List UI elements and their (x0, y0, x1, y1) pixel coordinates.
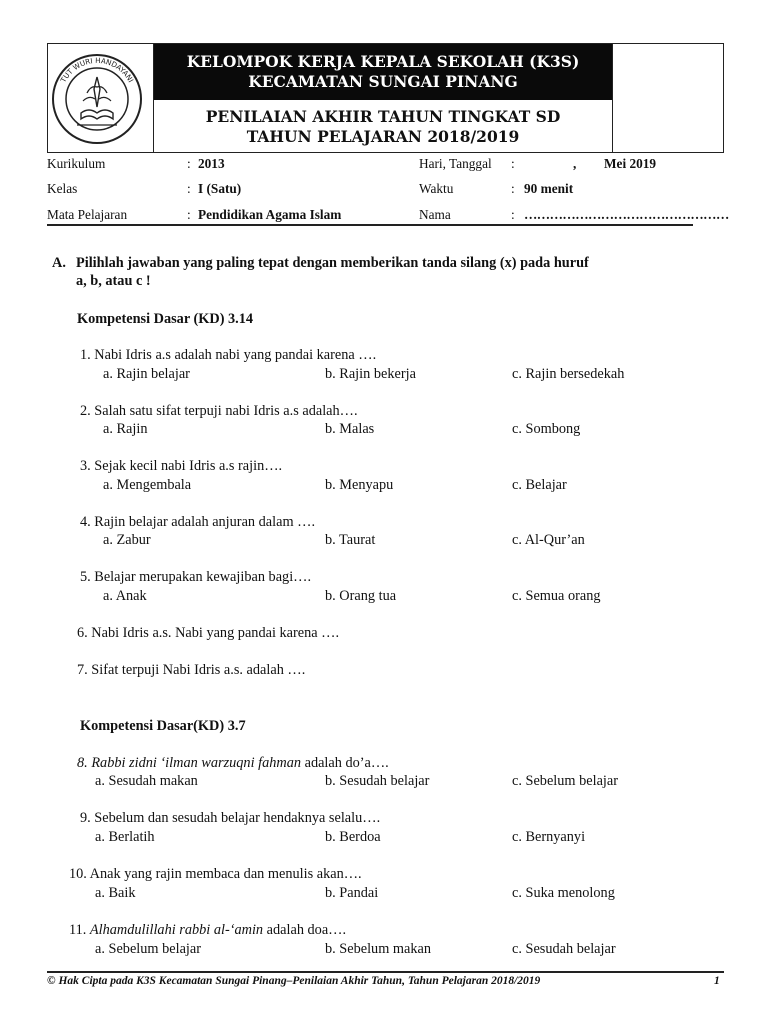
tut-wuri-handayani-logo (47, 43, 151, 151)
kelas-value: I (Satu) (198, 181, 242, 196)
option-a[interactable]: a. Mengembala (103, 477, 192, 493)
org-line-1: KELOMPOK KERJA KEPALA SEKOLAH (K3S) (186, 52, 580, 71)
mapel-value: Pendidikan Agama Islam (198, 207, 342, 222)
question-number: 11. (69, 922, 87, 938)
question-1: 1. Nabi Idris a.s adalah nabi yang pandai karena …. (80, 347, 377, 363)
question-7: 7. Sifat terpuji Nabi Idris a.s. adalah …. (77, 662, 306, 678)
mapel-label: Mata Pelajaran (47, 207, 128, 222)
option-a[interactable]: a. Sebelum belajar (95, 941, 201, 957)
option-a[interactable]: a. Sesudah makan (95, 773, 198, 789)
instruction-line-2: a, b, atau c ! (76, 273, 151, 289)
option-c[interactable]: c. Belajar (512, 477, 567, 493)
copyright-text: © Hak Cipta pada K3S Kecamatan Sungai Pinang–Penilaian Akhir Tahun, Tahun Pelajaran 2018/2019 (47, 975, 541, 987)
option-a[interactable]: a. Anak (103, 588, 147, 604)
option-b[interactable]: b. Sesudah belajar (325, 773, 430, 789)
waktu-label: Waktu (419, 181, 454, 196)
nama-field[interactable]: ………………………………………… (524, 207, 729, 222)
option-b[interactable]: b. Rajin bekerja (325, 366, 416, 382)
option-a[interactable]: a. Rajin (103, 421, 148, 437)
colon: : (187, 207, 191, 222)
org-line-2: KECAMATAN SUNGAI PINANG (248, 72, 518, 91)
colon: : (187, 181, 191, 196)
hari-label: Hari, Tanggal (419, 156, 492, 171)
title-line-2: TAHUN PELAJARAN 2018/2019 (246, 127, 520, 146)
option-c[interactable]: c. Suka menolong (512, 885, 615, 901)
meta-divider (47, 224, 693, 226)
question-6: 6. Nabi Idris a.s. Nabi yang pandai karena …. (77, 625, 340, 641)
option-a[interactable]: a. Berlatih (95, 829, 155, 845)
question-2: 2. Salah satu sifat terpuji nabi Idris a.s adalah…. (80, 403, 358, 419)
option-c[interactable]: c. Rajin bersedekah (512, 366, 625, 382)
option-b[interactable]: b. Taurat (325, 532, 376, 548)
option-b[interactable]: b. Orang tua (325, 588, 397, 604)
option-c[interactable]: c. Al-Qur’an (512, 532, 585, 548)
option-c[interactable]: c. Semua orang (512, 588, 601, 604)
logo-cell (47, 43, 154, 153)
question-11 (69, 922, 346, 939)
option-a[interactable]: a. Baik (95, 885, 136, 901)
question-number: 8. (77, 755, 88, 771)
prayer-text: Alhamdulillahi rabbi al-‘amin (89, 922, 264, 938)
option-b[interactable]: b. Pandai (325, 885, 379, 901)
logo-ring-text: TUT WURI HANDAYANI (58, 55, 136, 85)
colon: : (187, 156, 191, 171)
page-number: 1 (714, 975, 720, 987)
option-c[interactable]: c. Bernyanyi (512, 829, 586, 845)
option-a[interactable]: a. Rajin belajar (103, 366, 190, 382)
option-c[interactable]: c. Sebelum belajar (512, 773, 618, 789)
kurikulum-label: Kurikulum (47, 156, 106, 171)
question-4: 4. Rajin belajar adalah anjuran dalam …. (80, 514, 316, 530)
colon: : (511, 207, 515, 222)
right-cell (612, 43, 724, 153)
question-5: 5. Belajar merupakan kewajiban bagi…. (80, 569, 312, 585)
question-9: 9. Sebelum dan sesudah belajar hendaknya selalu…. (80, 810, 381, 826)
option-c[interactable]: c. Sombong (512, 421, 581, 437)
kd-heading-2: Kompetensi Dasar(KD) 3.7 (80, 718, 246, 734)
nama-label: Nama (419, 207, 451, 222)
question-10: 10. Anak yang rajin membaca dan menulis akan…. (69, 866, 362, 882)
organization-band (154, 44, 612, 100)
instruction-line-1: Pilihlah jawaban yang paling tepat dengan memberikan tanda silang (x) pada huruf (76, 255, 589, 271)
prayer-text: Rabbi zidni ‘ilman warzuqni fahman (91, 755, 302, 771)
colon: : (511, 181, 515, 196)
question-3: 3. Sejak kecil nabi Idris a.s rajin…. (80, 458, 283, 474)
option-a[interactable]: a. Zabur (103, 532, 151, 548)
kelas-label: Kelas (47, 181, 78, 196)
hari-month: Mei 2019 (604, 156, 657, 171)
question-rest: adalah doa…. (266, 922, 347, 938)
title-line-1: PENILAIAN AKHIR TAHUN TINGKAT SD (205, 107, 561, 126)
option-b[interactable]: b. Sebelum makan (325, 941, 432, 957)
option-b[interactable]: b. Menyapu (325, 477, 394, 493)
question-rest: adalah do’a…. (304, 755, 389, 771)
option-b[interactable]: b. Malas (325, 421, 375, 437)
exam-title (154, 100, 612, 152)
footer-divider (47, 971, 724, 973)
colon: : (511, 156, 515, 171)
waktu-value: 90 menit (524, 181, 574, 196)
question-8 (77, 755, 389, 772)
option-c[interactable]: c. Sesudah belajar (512, 941, 616, 957)
section-letter: A. (52, 255, 66, 271)
kd-heading-1: Kompetensi Dasar (KD) 3.14 (77, 311, 254, 327)
hari-value: , (573, 156, 577, 171)
option-b[interactable]: b. Berdoa (325, 829, 381, 845)
kurikulum-value: 2013 (198, 156, 225, 171)
